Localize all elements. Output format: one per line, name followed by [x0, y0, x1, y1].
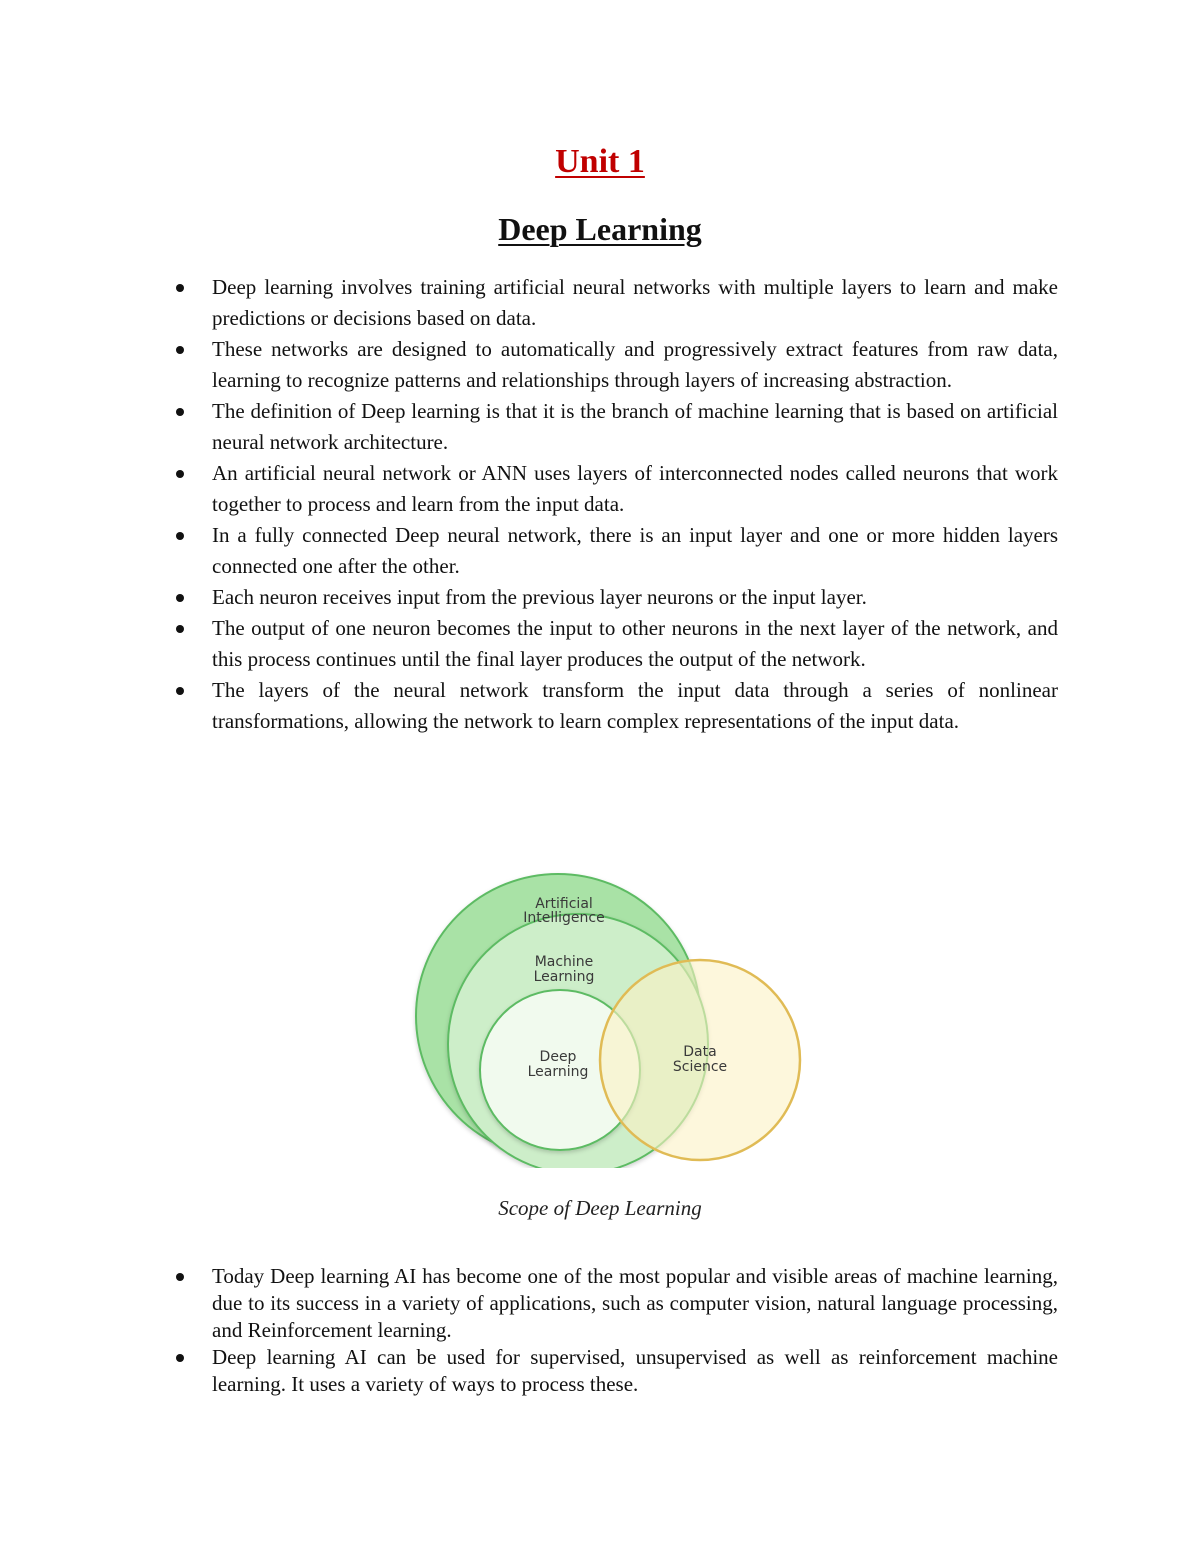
bullet-list-intro: [212, 272, 1058, 737]
list-item: The definition of Deep learning is that it is the branch of machine learning that is based on artificial neural network architecture.: [212, 396, 1058, 458]
unit-heading-text: Unit 1: [555, 143, 645, 180]
unit-heading: [0, 140, 1200, 184]
ml-label-line2: Learning: [533, 969, 595, 985]
page-title-text: Deep Learning: [498, 211, 702, 247]
venn-diagram-svg: [410, 868, 810, 1168]
list-item: Each neuron receives input from the previous layer neurons or the input layer.: [212, 582, 1058, 613]
list-item: Today Deep learning AI has become one of the most popular and visible areas of machine learning, due to its success in a variety of applications, such as computer vision, natural language processing, and Reinforcement learning.: [212, 1264, 1058, 1342]
list-item: Deep learning involves training artificial neural networks with multiple layers to learn and make predictions or decisions based on data.: [212, 272, 1058, 334]
ml-label-line1: Machine: [534, 954, 594, 970]
list-item: In a fully connected Deep neural network, there is an input layer and one or more hidden layers connected one after the other.: [212, 520, 1058, 582]
ai-label-line1: Artificial: [535, 896, 593, 912]
ds-label-line2: Science: [672, 1059, 728, 1075]
figure-caption: Scope of Deep Learning: [498, 1196, 702, 1220]
list-item: Deep learning AI can be used for supervised, unsupervised as well as reinforcement machine learning. It uses a variety of ways to process these.: [212, 1345, 1058, 1396]
list-item: The output of one neuron becomes the input to other neurons in the next layer of the network, and this process continues until the final layer produces the output of the network.: [212, 613, 1058, 675]
list-item: The layers of the neural network transform the input data through a series of nonlinear transformations, allowing the network to learn complex representations of the input data.: [212, 675, 1058, 737]
ds-label-line1: Data: [683, 1044, 717, 1060]
bullet-list-applications: [212, 1263, 1058, 1398]
list-item: These networks are designed to automatically and progressively extract features from raw data, learning to recognize patterns and relationships through layers of increasing abstraction.: [212, 334, 1058, 396]
list-item: An artificial neural network or ANN uses layers of interconnected nodes called neurons that work together to process and learn from the input data.: [212, 458, 1058, 520]
dl-label-line1: Deep: [539, 1049, 577, 1065]
page-title: [0, 208, 1200, 250]
ai-label-line2: Intelligence: [523, 910, 605, 926]
scope-venn-diagram: [410, 868, 810, 1168]
dl-label-line2: Learning: [527, 1064, 589, 1080]
